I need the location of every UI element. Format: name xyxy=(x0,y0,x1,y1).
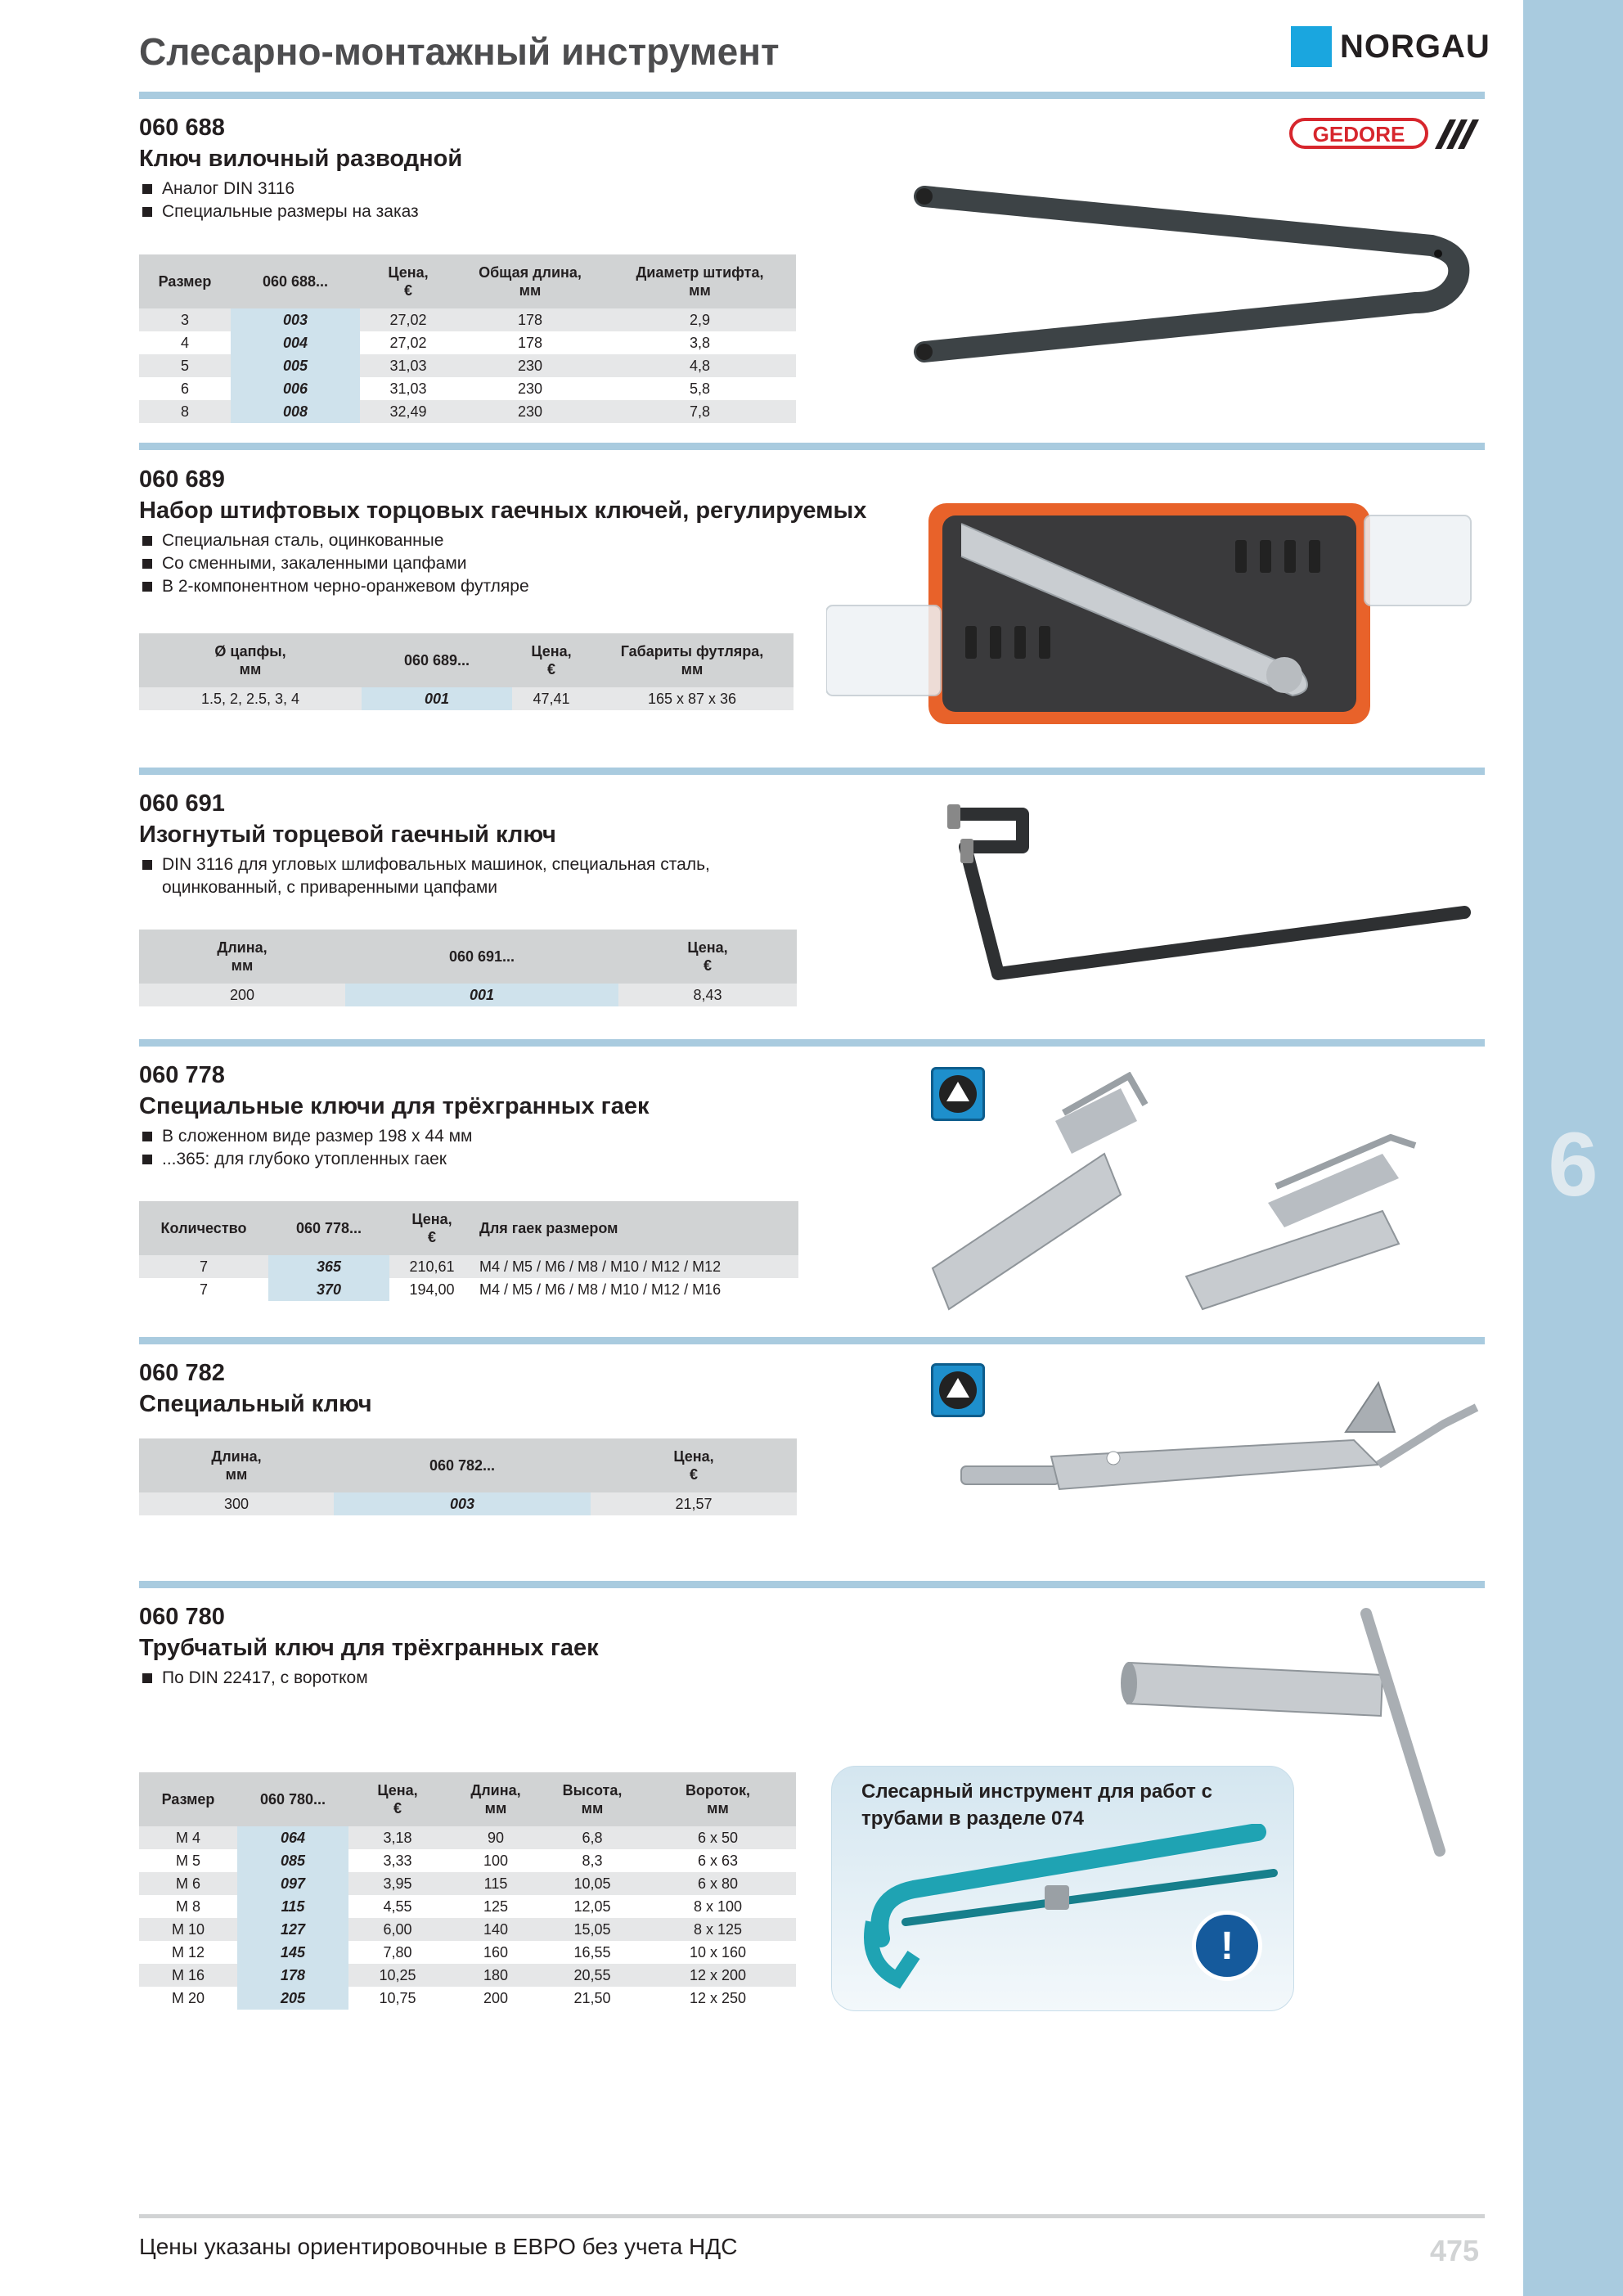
column-header: Длина, мм xyxy=(139,1438,334,1492)
cell: M 4 xyxy=(139,1826,237,1849)
order-code: 097 xyxy=(237,1872,348,1895)
cell: 3,18 xyxy=(348,1826,447,1849)
cell: 6 x 63 xyxy=(640,1849,796,1872)
triangle-keys-illustration xyxy=(924,1072,1464,1317)
product-name: Специальные ключи для трёхгранных гаек xyxy=(139,1093,650,1119)
cell: M 20 xyxy=(139,1987,237,2010)
section-divider xyxy=(139,92,1485,99)
cell: M 10 xyxy=(139,1918,237,1941)
cell: M4 / M5 / M6 / M8 / M10 / M12 / M16 xyxy=(474,1278,798,1301)
cell: 180 xyxy=(447,1964,545,1987)
cell: 6 x 50 xyxy=(640,1826,796,1849)
product-name: Набор штифтовых торцовых гаечных ключей, регулируемых xyxy=(139,497,867,524)
cell: 15,05 xyxy=(545,1918,640,1941)
cell: 12 x 250 xyxy=(640,1987,796,2010)
cell: 125 xyxy=(447,1895,545,1918)
cell: 27,02 xyxy=(360,308,456,331)
section-060691 xyxy=(139,790,777,899)
spec-table-060691 xyxy=(139,930,797,1006)
table-row xyxy=(139,308,796,331)
cell: 3 xyxy=(139,308,231,331)
cell: 6 x 80 xyxy=(640,1872,796,1895)
pipe-tools-info-box[interactable] xyxy=(831,1766,1294,2011)
section-060782 xyxy=(139,1360,372,1418)
cell: 3,33 xyxy=(348,1849,447,1872)
special-key-illustration xyxy=(953,1375,1485,1506)
spec-table-060778 xyxy=(139,1201,798,1301)
cell: 27,02 xyxy=(360,331,456,354)
column-header: Для гаек размером xyxy=(474,1201,798,1255)
cell: 5 xyxy=(139,354,231,377)
section-divider xyxy=(139,1581,1485,1588)
table-row xyxy=(139,687,794,710)
column-header: Цена, € xyxy=(618,930,797,984)
column-header: 060 780... xyxy=(237,1772,348,1826)
pin-wrench-set-illustration xyxy=(826,491,1472,728)
order-code: 127 xyxy=(237,1918,348,1941)
bent-wrench-illustration xyxy=(924,798,1481,1002)
feature-bullet: Специальная сталь, оцинкованные xyxy=(139,529,866,552)
cell: 8 xyxy=(139,400,231,423)
chapter-number: 6 xyxy=(1548,1114,1598,1215)
feature-bullet: ...365: для глубоко утопленных гаек xyxy=(139,1148,650,1171)
cell: 2,9 xyxy=(604,308,796,331)
order-code: 205 xyxy=(237,1987,348,2010)
cell: 230 xyxy=(456,354,604,377)
cell: 140 xyxy=(447,1918,545,1941)
table-row xyxy=(139,1255,798,1278)
cell: M4 / M5 / M6 / M8 / M10 / M12 / M12 xyxy=(474,1255,798,1278)
page-number: 475 xyxy=(1430,2234,1480,2267)
cell: M 6 xyxy=(139,1872,237,1895)
order-code: 365 xyxy=(268,1255,389,1278)
cell: 8 x 125 xyxy=(640,1918,796,1941)
section-060688 xyxy=(139,115,462,223)
section-divider xyxy=(139,768,1485,775)
table-row xyxy=(139,1826,796,1849)
spec-table-060780 xyxy=(139,1772,796,2010)
table-row xyxy=(139,400,796,423)
order-code: 064 xyxy=(237,1826,348,1849)
cell: 20,55 xyxy=(545,1964,640,1987)
column-header: 060 778... xyxy=(268,1201,389,1255)
product-name: Трубчатый ключ для трёхгранных гаек xyxy=(139,1635,599,1661)
cell: 7 xyxy=(139,1278,268,1301)
cell: 178 xyxy=(456,331,604,354)
column-header: 060 691... xyxy=(345,930,618,984)
order-code: 085 xyxy=(237,1849,348,1872)
cell: 210,61 xyxy=(389,1255,474,1278)
table-row xyxy=(139,1872,796,1895)
column-header: Длина, мм xyxy=(447,1772,545,1826)
spec-table-060689 xyxy=(139,633,794,710)
cell: 230 xyxy=(456,377,604,400)
page-title: Слесарно-монтажный инструмент xyxy=(139,30,780,73)
column-header: 060 782... xyxy=(334,1438,591,1492)
table-row xyxy=(139,1492,797,1515)
column-header: Цена, € xyxy=(360,254,456,308)
gedore-logo-text: GEDORE xyxy=(1312,122,1405,146)
spec-table-060782 xyxy=(139,1438,797,1515)
column-header: 060 688... xyxy=(231,254,360,308)
cell: 4,8 xyxy=(604,354,796,377)
column-header: Высота, мм xyxy=(545,1772,640,1826)
cell: 16,55 xyxy=(545,1941,640,1964)
feature-bullet: Аналог DIN 3116 xyxy=(139,178,462,200)
order-code: 008 xyxy=(231,400,360,423)
table-row xyxy=(139,354,796,377)
cell: 32,49 xyxy=(360,400,456,423)
column-header: Диаметр штифта, мм xyxy=(604,254,796,308)
cell: 178 xyxy=(456,308,604,331)
cell: 10,05 xyxy=(545,1872,640,1895)
column-header: Цена, € xyxy=(348,1772,447,1826)
cell: 10,25 xyxy=(348,1964,447,1987)
table-row xyxy=(139,1964,796,1987)
cell: 31,03 xyxy=(360,377,456,400)
order-code: 006 xyxy=(231,377,360,400)
table-row xyxy=(139,1895,796,1918)
column-header: Цена, € xyxy=(389,1201,474,1255)
table-row xyxy=(139,1941,796,1964)
table-row xyxy=(139,1918,796,1941)
table-row xyxy=(139,1987,796,2010)
cell: 3,95 xyxy=(348,1872,447,1895)
article-number: 060 691 xyxy=(139,790,225,817)
order-code: 003 xyxy=(334,1492,591,1515)
article-number: 060 778 xyxy=(139,1062,225,1088)
section-divider xyxy=(139,443,1485,450)
cell: 21,57 xyxy=(591,1492,797,1515)
feature-bullet: Со сменными, закаленными цапфами xyxy=(139,552,866,575)
cell: 12,05 xyxy=(545,1895,640,1918)
column-header: Количество xyxy=(139,1201,268,1255)
spec-table-060688 xyxy=(139,254,796,423)
brand-name: NORGAU xyxy=(1340,28,1490,65)
product-name: Ключ вилочный разводной xyxy=(139,146,463,172)
cell: 1.5, 2, 2.5, 3, 4 xyxy=(139,687,362,710)
column-header: Длина, мм xyxy=(139,930,345,984)
cell: 7,80 xyxy=(348,1941,447,1964)
product-name: Специальный ключ xyxy=(139,1391,372,1417)
info-exclamation-icon: ! xyxy=(1192,1911,1262,1981)
product-name: Изогнутый торцевой гаечный ключ xyxy=(139,822,556,848)
cell: 4,55 xyxy=(348,1895,447,1918)
feature-bullet: В 2-компонентном черно-оранжевом футляре xyxy=(139,575,866,598)
section-divider xyxy=(139,1337,1485,1344)
cell: 194,00 xyxy=(389,1278,474,1301)
fork-wrench-illustration xyxy=(908,172,1481,376)
cell: 6 xyxy=(139,377,231,400)
logo-square-icon xyxy=(1291,26,1332,67)
cell: 8 x 100 xyxy=(640,1895,796,1918)
article-number: 060 688 xyxy=(139,115,225,141)
cell: 8,43 xyxy=(618,984,797,1006)
cell: M 16 xyxy=(139,1964,237,1987)
cell: M 5 xyxy=(139,1849,237,1872)
column-header: Цена, € xyxy=(512,633,591,687)
table-row xyxy=(139,1849,796,1872)
footer-note: Цены указаны ориентировочные в ЕВРО без учета НДС xyxy=(139,2234,738,2259)
norgau-logo xyxy=(1291,26,1490,67)
feature-bullet: В сложенном виде размер 198 x 44 мм xyxy=(139,1125,650,1148)
cell: 4 xyxy=(139,331,231,354)
column-header: Габариты футляра, мм xyxy=(591,633,794,687)
section-060778 xyxy=(139,1062,650,1171)
column-header: 060 689... xyxy=(362,633,512,687)
cell: M 8 xyxy=(139,1895,237,1918)
cell: 3,8 xyxy=(604,331,796,354)
cell: 100 xyxy=(447,1849,545,1872)
cell: 7,8 xyxy=(604,400,796,423)
column-header: Общая длина, мм xyxy=(456,254,604,308)
cell: 165 x 87 x 36 xyxy=(591,687,794,710)
cell: 21,50 xyxy=(545,1987,640,2010)
footer-divider xyxy=(139,2214,1485,2218)
column-header: Размер xyxy=(139,254,231,308)
column-header: Размер xyxy=(139,1772,237,1826)
feature-bullet: Специальные размеры на заказ xyxy=(139,200,462,223)
gedore-logo xyxy=(1289,116,1486,152)
article-number: 060 689 xyxy=(139,466,225,493)
cell: 31,03 xyxy=(360,354,456,377)
table-row xyxy=(139,1278,798,1301)
column-header: Вороток, мм xyxy=(640,1772,796,1826)
cell: 160 xyxy=(447,1941,545,1964)
order-code: 145 xyxy=(237,1941,348,1964)
section-divider xyxy=(139,1039,1485,1047)
section-060780 xyxy=(139,1604,599,1690)
cell: 8,3 xyxy=(545,1849,640,1872)
cell: 6,00 xyxy=(348,1918,447,1941)
feature-bullet: По DIN 22417, с воротком xyxy=(139,1667,599,1690)
cell: 7 xyxy=(139,1255,268,1278)
column-header: Цена, € xyxy=(591,1438,797,1492)
cell: 115 xyxy=(447,1872,545,1895)
table-row xyxy=(139,331,796,354)
order-code: 005 xyxy=(231,354,360,377)
cell: 6,8 xyxy=(545,1826,640,1849)
order-code: 003 xyxy=(231,308,360,331)
info-box-text: Слесарный инструмент для работ с трубами в разделе 074 xyxy=(861,1781,1212,1830)
article-number: 060 780 xyxy=(139,1604,225,1630)
cell: 230 xyxy=(456,400,604,423)
table-row xyxy=(139,984,797,1006)
cell: 200 xyxy=(447,1987,545,2010)
order-code: 001 xyxy=(362,687,512,710)
column-header: Ø цапфы, мм xyxy=(139,633,362,687)
cell: 300 xyxy=(139,1492,334,1515)
order-code: 004 xyxy=(231,331,360,354)
feature-bullet: DIN 3116 для угловых шлифовальных машинок, специальная сталь, оцинкованный, с приваренными цапфами xyxy=(139,853,777,899)
order-code: 115 xyxy=(237,1895,348,1918)
cell: 12 x 200 xyxy=(640,1964,796,1987)
cell: 47,41 xyxy=(512,687,591,710)
cell: 5,8 xyxy=(604,377,796,400)
order-code: 178 xyxy=(237,1964,348,1987)
article-number: 060 782 xyxy=(139,1360,225,1386)
cell: 10 x 160 xyxy=(640,1941,796,1964)
table-row xyxy=(139,377,796,400)
order-code: 370 xyxy=(268,1278,389,1301)
cell: 10,75 xyxy=(348,1987,447,2010)
cell: M 12 xyxy=(139,1941,237,1964)
sidebar-divider xyxy=(1507,0,1523,2296)
cell: 90 xyxy=(447,1826,545,1849)
cell: 200 xyxy=(139,984,345,1006)
section-060689 xyxy=(139,466,866,598)
order-code: 001 xyxy=(345,984,618,1006)
